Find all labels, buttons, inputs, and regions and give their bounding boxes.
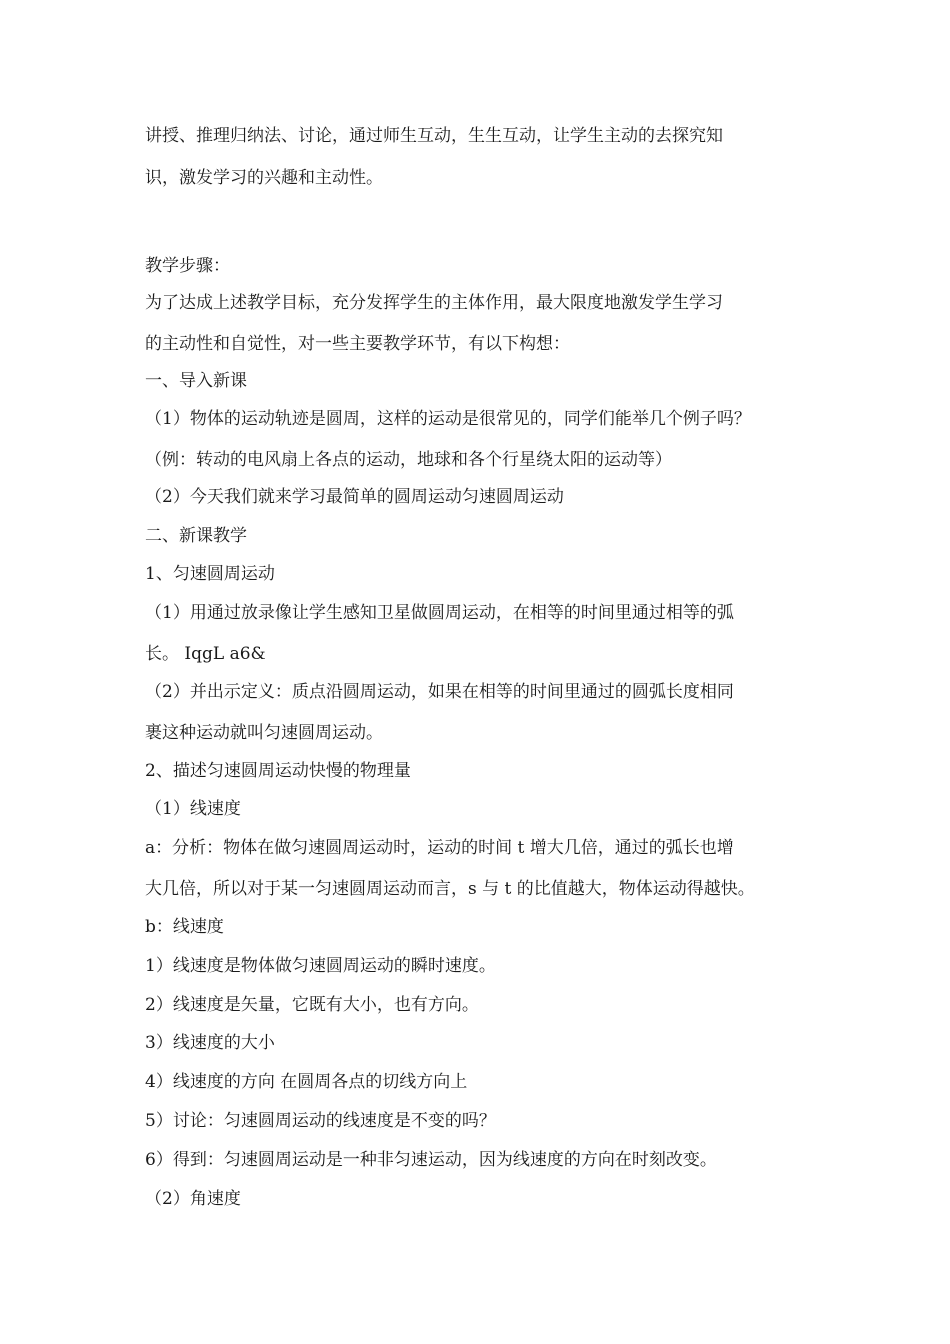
section-heading: 一、导入新课: [145, 371, 247, 391]
list-item: 5）讨论：匀速圆周运动的线速度是不变的吗？: [145, 1111, 496, 1131]
subsection-heading: 2、描述匀速圆周运动快慢的物理量: [145, 761, 411, 781]
subsection-heading: 1、匀速圆周运动: [145, 564, 275, 584]
list-item: 2）线速度是矢量，它既有大小，也有方向。: [145, 995, 479, 1015]
paragraph-line: （2）角速度: [145, 1189, 241, 1209]
list-item: 6）得到：匀速圆周运动是一种非匀速运动，因为线速度的方向在时刻改变。: [145, 1150, 717, 1170]
paragraph-line: 大几倍，所以对于某一匀速圆周运动而言，s 与 t 的比值越大，物体运动得越快。: [145, 879, 755, 899]
paragraph-line: 讲授、推理归纳法、讨论，通过师生互动，生生互动，让学生主动的去探究知: [145, 126, 723, 146]
paragraph-line: （2）今天我们就来学习最简单的圆周运动匀速圆周运动: [145, 487, 564, 507]
paragraph-line: （1）用通过放录像让学生感知卫星做圆周运动，在相等的时间里通过相等的弧: [145, 603, 734, 623]
paragraph-line: 识，激发学习的兴趣和主动性。: [145, 168, 383, 188]
section-heading: 教学步骤：: [145, 256, 230, 276]
paragraph-line: 长。 IqgL a6&: [145, 644, 266, 664]
paragraph-line: b：线速度: [145, 917, 224, 937]
paragraph-line: （1）线速度: [145, 799, 241, 819]
paragraph-line: 裹这种运动就叫匀速圆周运动。: [145, 723, 383, 743]
list-item: 4）线速度的方向 在圆周各点的切线方向上: [145, 1072, 468, 1092]
paragraph-line: （2）并出示定义：质点沿圆周运动，如果在相等的时间里通过的圆弧长度相同: [145, 682, 734, 702]
paragraph-line: 的主动性和自觉性，对一些主要教学环节，有以下构想：: [145, 334, 570, 354]
list-item: 3）线速度的大小: [145, 1033, 275, 1053]
paragraph-line: （例：转动的电风扇上各点的运动，地球和各个行星绕太阳的运动等）: [145, 450, 672, 470]
paragraph-line: （1）物体的运动轨迹是圆周，这样的运动是很常见的，同学们能举几个例子吗？: [145, 409, 751, 429]
paragraph-line: a：分析：物体在做匀速圆周运动时，运动的时间 t 增大几倍，通过的弧长也增: [145, 838, 734, 858]
section-heading: 二、新课教学: [145, 526, 247, 546]
list-item: 1）线速度是物体做匀速圆周运动的瞬时速度。: [145, 956, 496, 976]
paragraph-line: 为了达成上述教学目标，充分发挥学生的主体作用，最大限度地激发学生学习: [145, 293, 723, 313]
